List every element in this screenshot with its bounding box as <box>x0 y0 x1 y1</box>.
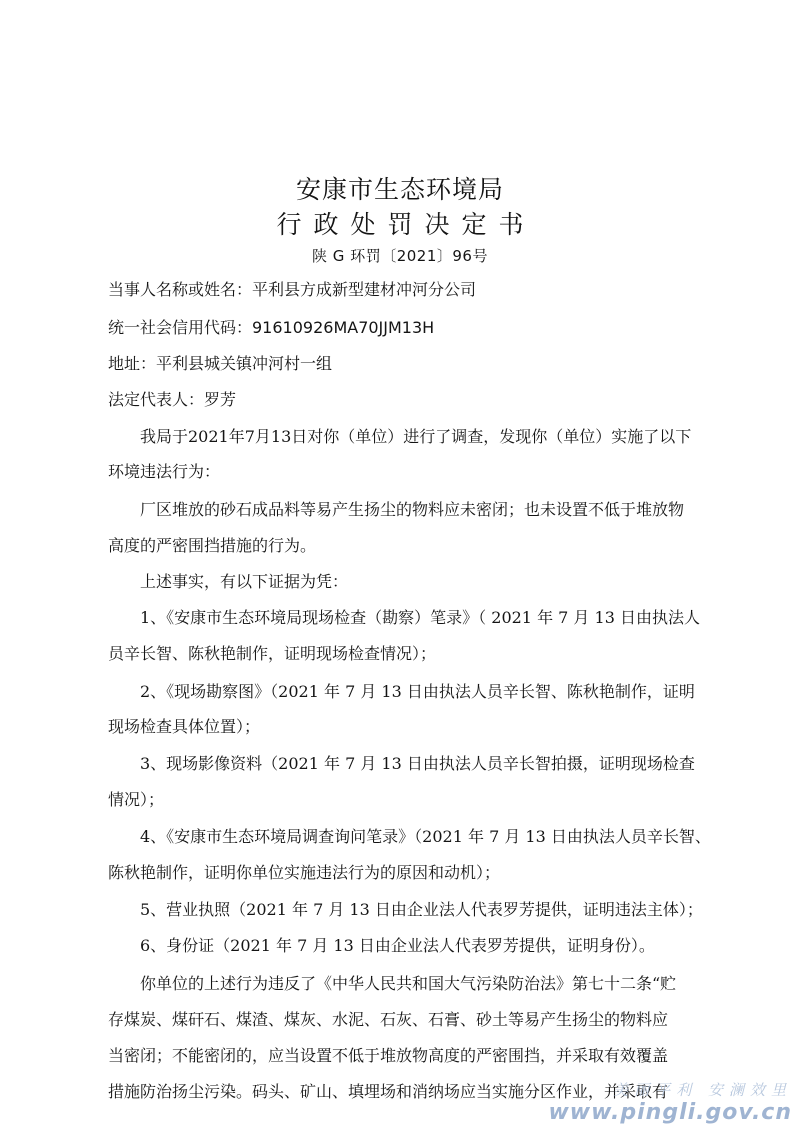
party-name: 当事人名称或姓名：平利县方成新型建材冲河分公司 <box>108 280 477 299</box>
evidence-1-line-1: 1、《安康市生态环境局现场检查（勘察）笔录》（ 2021 年 7 月 13 日由执法人 <box>140 608 700 627</box>
document-number: 陕 G 环罚〔2021〕96号 <box>312 247 488 265</box>
law-line-3: 当密闭；不能密闭的，应当设置不低于堆放物高度的严密围挡，并采取有效覆盖 <box>108 1046 669 1065</box>
site-watermark <box>548 1079 792 1125</box>
evidence-intro: 上述事实，有以下证据为凭： <box>140 572 349 591</box>
evidence-1-line-2: 员辛长智、陈秋艳制作，证明现场检查情况）； <box>108 644 437 663</box>
legal-representative: 法定代表人：罗芳 <box>108 390 237 409</box>
evidence-3-line-2: 情况）； <box>108 790 165 809</box>
evidence-4-line-1: 4、《安康市生态环境局调查询问笔录》（2021 年 7 月 13 日由执法人员辛长智、 <box>140 827 711 846</box>
evidence-4-line-2: 陈秋艳制作，证明你单位实施违法行为的原因和动机）； <box>108 863 501 882</box>
intro-line-1: 我局于2021年7月13日对你（单位）进行了调查，发现你（单位）实施了以下 <box>140 427 692 446</box>
law-line-1: 你单位的上述行为违反了《中华人民共和国大气污染防治法》第七十二条“贮 <box>140 974 677 993</box>
evidence-6: 6、身份证（2021 年 7 月 13 日由企业法人代表罗芳提供，证明身份）。 <box>140 936 655 955</box>
law-line-4: 措施防治扬尘污染。码头、矿山、填埋场和消纳场应当实施分区作业，并采取有 <box>108 1082 669 1101</box>
evidence-5: 5、营业执照（2021 年 7 月 13 日由企业法人代表罗芳提供，证明违法主体）； <box>140 900 703 919</box>
credit-code: 统一社会信用代码：91610926MA70JJM13H <box>108 318 435 337</box>
evidence-2-line-2: 现场检查具体位置）； <box>108 717 261 736</box>
evidence-3-line-1: 3、现场影像资料（2021 年 7 月 13 日由执法人员辛长智拍摄，证明现场检查 <box>140 754 695 773</box>
address: 地址：平利县城关镇冲河村一组 <box>108 354 333 373</box>
intro-line-2: 环境违法行为： <box>108 462 221 481</box>
agency-title: 安康市生态环境局 <box>295 175 504 204</box>
watermark-caption: 美丽平利 安澜效里 <box>613 1081 792 1099</box>
evidence-2-line-1: 2、《现场勘察图》（2021 年 7 月 13 日由执法人员辛长智、陈秋艳制作，证明 <box>140 682 695 701</box>
watermark-url: www.pingli.gov.cn <box>548 1100 792 1125</box>
violation-line-2: 高度的严密围挡措施的行为。 <box>108 536 317 555</box>
violation-line-1: 厂区堆放的砂石成品料等易产生扬尘的物料应未密闭；也未设置不低于堆放物 <box>140 500 685 519</box>
law-line-2: 存煤炭、煤矸石、煤渣、煤灰、水泥、石灰、石膏、砂土等易产生扬尘的物料应 <box>108 1010 669 1029</box>
document-title: 行政处罚决定书 <box>276 210 536 239</box>
